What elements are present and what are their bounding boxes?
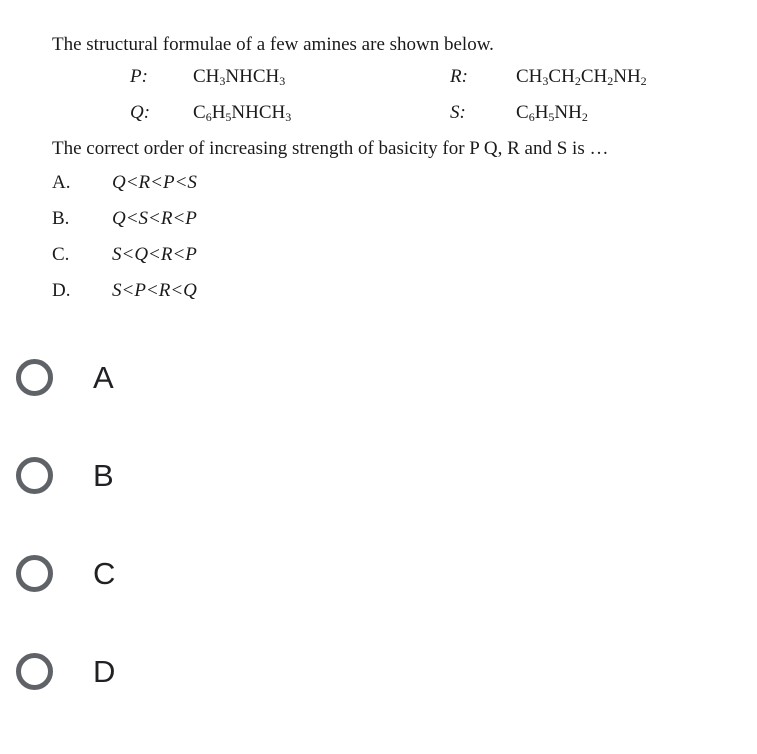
formula-subscript: 2 (640, 74, 647, 88)
formula-text: NH (554, 102, 582, 123)
formula-text: H (534, 102, 549, 123)
compound-formula (516, 66, 647, 88)
formula-text: CH (580, 66, 608, 87)
answer-choice-label[interactable]: C (93, 556, 116, 591)
formula-subscript: 2 (581, 110, 588, 124)
option-label: C. (52, 244, 70, 265)
formula-text: CH (193, 66, 220, 87)
compound-label: S: (450, 102, 466, 123)
formula-subscript: 6 (528, 110, 535, 124)
answer-choice-c[interactable] (14, 549, 314, 609)
option-text: S<P<R<Q (112, 280, 197, 301)
formula-subscript: 6 (205, 110, 212, 124)
answer-choice-label[interactable]: B (93, 458, 114, 493)
answer-choice-label[interactable]: A (93, 360, 114, 395)
answer-choices (0, 330, 757, 754)
option-label: A. (52, 172, 71, 193)
formula-text: H (211, 102, 226, 123)
compound-formula (516, 102, 588, 124)
formula-subscript: 3 (542, 74, 549, 88)
formula-text: NH (613, 66, 641, 87)
radio-button-icon[interactable] (16, 653, 53, 690)
formula-subscript: 5 (548, 110, 555, 124)
formula-text: C (516, 102, 529, 123)
option-label: D. (52, 280, 71, 301)
question-image (0, 0, 757, 320)
question-intro: The structural formulae of a few amines are shown below. (52, 34, 494, 55)
compound-label: R: (450, 66, 468, 87)
formula-text: NHCH (225, 66, 280, 87)
formula-text: CH (548, 66, 575, 87)
formula-text: NHCH (231, 102, 286, 123)
formula-text: CH (516, 66, 543, 87)
formula-subscript: 3 (279, 74, 286, 88)
radio-button-icon[interactable] (16, 359, 53, 396)
option-text: Q<R<P<S (112, 172, 197, 193)
radio-button-icon[interactable] (16, 457, 53, 494)
formula-subscript: 2 (607, 74, 614, 88)
compound-formula (193, 102, 291, 124)
compound-formula (193, 66, 285, 88)
answer-choice-label[interactable]: D (93, 654, 116, 689)
option-text: S<Q<R<P (112, 244, 197, 265)
formula-text: C (193, 102, 206, 123)
option-label: B. (52, 208, 70, 229)
radio-button-icon[interactable] (16, 555, 53, 592)
formula-subscript: 5 (225, 110, 232, 124)
answer-choice-d[interactable] (14, 647, 314, 707)
formula-subscript: 2 (574, 74, 581, 88)
formula-subscript: 3 (219, 74, 226, 88)
compound-label: P: (130, 66, 148, 87)
compound-label: Q: (130, 102, 151, 123)
formula-subscript: 3 (285, 110, 292, 124)
question-prompt: The correct order of increasing strength of basicity for P Q, R and S is … (52, 138, 609, 159)
answer-choice-b[interactable] (14, 451, 314, 511)
option-text: Q<S<R<P (112, 208, 197, 229)
answer-choice-a[interactable] (14, 353, 314, 413)
